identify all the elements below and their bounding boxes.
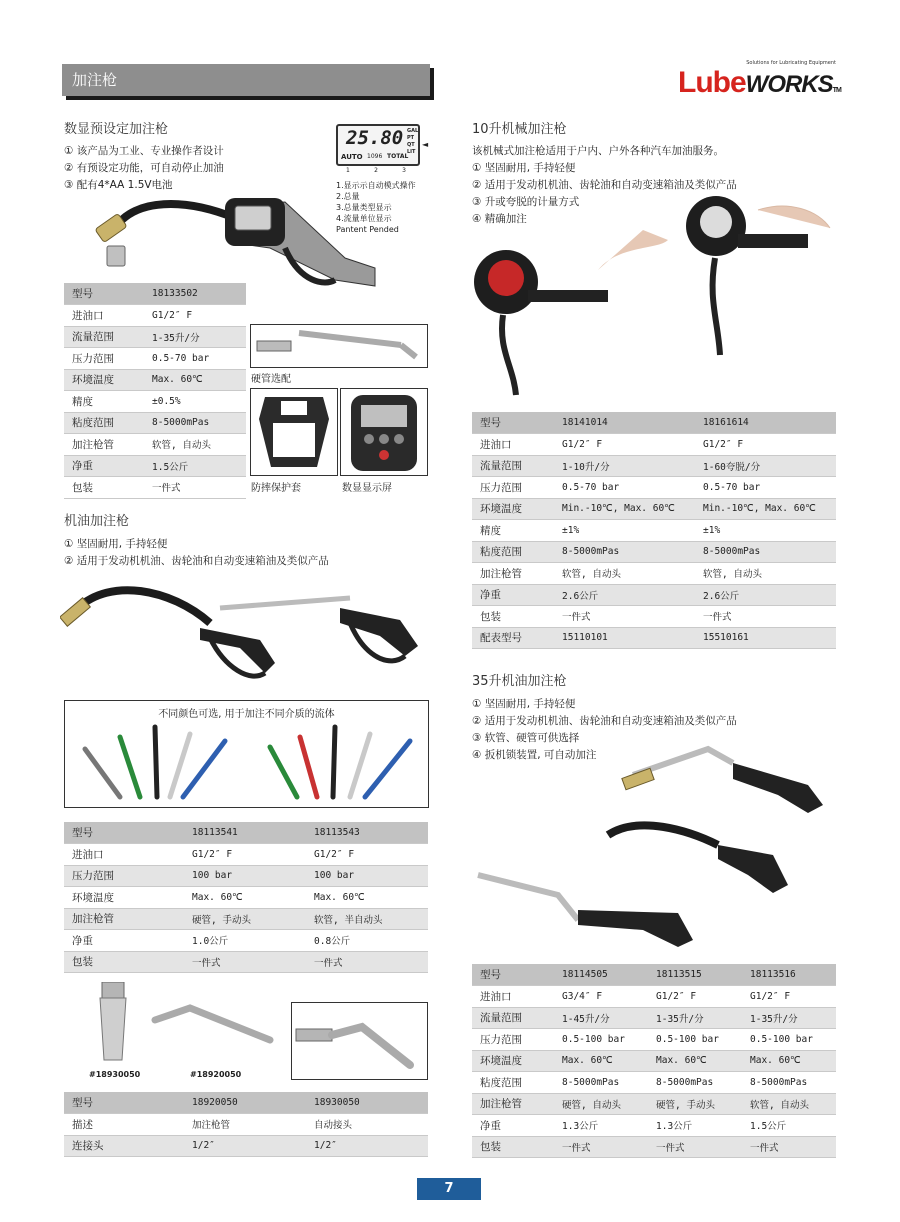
arrow-left-icon: ◄: [422, 140, 429, 149]
row-label: 型号: [472, 412, 554, 434]
table-row: [64, 412, 246, 434]
table-header-row: [472, 412, 836, 434]
row-label: 加注枪管: [64, 908, 184, 930]
cell-value: 1-35升/分: [648, 1007, 742, 1029]
cell-value: 18141014: [554, 412, 695, 434]
connector-code: #18930050: [89, 1070, 141, 1079]
row-label: 包装: [472, 1136, 554, 1158]
cell-value: 硬管, 自动头: [554, 1093, 648, 1115]
table-row: [64, 348, 246, 370]
table-row: [472, 627, 836, 649]
logo-tagline: Solutions for Lubricating Equipment: [746, 60, 836, 66]
cell-value: G1/2″ F: [742, 986, 836, 1008]
table-header-row: [64, 1092, 428, 1114]
cell-value: 8-5000mPas: [554, 1072, 648, 1094]
table-row: [472, 1029, 836, 1051]
row-label: 压力范围: [472, 477, 554, 499]
table-row: [472, 1136, 836, 1158]
tube-code: #18920050: [190, 1070, 242, 1079]
lcd-total-value: 1096: [367, 153, 383, 160]
table-row: [64, 1114, 428, 1136]
cell-value: 硬管, 手动头: [648, 1093, 742, 1115]
table-row: [472, 584, 836, 606]
cell-value: 2.6公斤: [554, 584, 695, 606]
row-label: 加注枪管: [472, 1093, 554, 1115]
digital-display-image: [341, 389, 427, 475]
cell-value: Min.-10℃, Max. 60℃: [695, 498, 836, 520]
row-label: 包装: [64, 951, 184, 973]
cell-value: 自动接头: [306, 1114, 428, 1136]
mech10-spec-table: [472, 412, 836, 649]
cell-value: G1/2″ F: [695, 434, 836, 456]
mech10-title: 10升机械加注枪: [472, 122, 567, 137]
lcd-total-label: TOTAL: [387, 153, 409, 160]
cell-value: 一件式: [184, 951, 306, 973]
cell-value: G3/4″ F: [554, 986, 648, 1008]
tube-fitting-box: [291, 1002, 428, 1080]
cell-value: 软管, 自动头: [695, 563, 836, 585]
row-label: 型号: [64, 283, 144, 305]
cell-value: G1/2″ F: [306, 844, 428, 866]
row-label: 环境温度: [472, 1050, 554, 1072]
table-row: [64, 326, 246, 348]
cell-value: 8-5000mPas: [144, 412, 246, 434]
table-row: [472, 498, 836, 520]
table-row: [472, 477, 836, 499]
cell-value: 18133502: [144, 283, 246, 305]
table-row: [472, 563, 836, 585]
lcd-mode: AUTO: [341, 153, 363, 161]
cell-value: G1/2″ F: [648, 986, 742, 1008]
cell-value: 100 bar: [306, 865, 428, 887]
cell-value: 加注枪管: [184, 1114, 306, 1136]
color-options-caption: 不同颜色可选, 用于加注不同介质的流体: [158, 709, 335, 720]
cell-value: 18113543: [306, 822, 428, 844]
table-row: [64, 434, 246, 456]
table-row: [64, 455, 246, 477]
display-box: [340, 388, 428, 476]
row-label: 进油口: [64, 305, 144, 327]
row-label: 进油口: [472, 434, 554, 456]
table-row: [64, 477, 246, 499]
row-label: 型号: [64, 1092, 184, 1114]
table-row: [64, 908, 428, 930]
display-notes: 1.显示示自动模式操作 2.总量 3.总量类型显示 4.流量单位显示 Pantent Pended: [336, 181, 416, 234]
cell-value: 0.5-70 bar: [554, 477, 695, 499]
oil-title: 机油加注枪: [64, 514, 130, 529]
tube-fitting-image: [292, 1003, 427, 1079]
digital-spec-table: [64, 283, 246, 499]
row-label: 精度: [64, 391, 144, 413]
table-row: [472, 1093, 836, 1115]
lcd-units: GAL PT QT LIT: [407, 128, 419, 155]
cell-value: ±0.5%: [144, 391, 246, 413]
feature-line: ① 坚固耐用, 手持轻便: [64, 538, 168, 550]
cell-value: 1-60夸脱/分: [695, 455, 836, 477]
row-label: 粘度范围: [64, 412, 144, 434]
table-row: [472, 541, 836, 563]
cell-value: 8-5000mPas: [554, 541, 695, 563]
rigid-tube-image: [251, 325, 427, 367]
row-label: 进油口: [472, 986, 554, 1008]
row-label: 配表型号: [472, 627, 554, 649]
cell-value: 一件式: [306, 951, 428, 973]
rigid-tube-caption: 硬管选配: [251, 374, 291, 385]
cell-value: 1.0公斤: [184, 930, 306, 952]
table-row: [472, 986, 836, 1008]
auto-connector-image: [88, 982, 138, 1068]
digital-features: [64, 143, 224, 194]
cell-value: G1/2″ F: [144, 305, 246, 327]
oil-gun-image: [60, 578, 430, 693]
cell-value: 0.8公斤: [306, 930, 428, 952]
lcd-callouts: 1 2 3: [346, 167, 406, 174]
cell-value: Max. 60℃: [184, 887, 306, 909]
page-number: 7: [417, 1178, 481, 1200]
table-header-row: [64, 822, 428, 844]
row-label: 净重: [64, 455, 144, 477]
row-label: 粘度范围: [472, 1072, 554, 1094]
row-label: 压力范围: [472, 1029, 554, 1051]
row-label: 净重: [472, 584, 554, 606]
oil35-title: 35升机油加注枪: [472, 674, 567, 689]
digital-nozzle-image: [95, 188, 385, 288]
cell-value: 2.6公斤: [695, 584, 836, 606]
cell-value: 1-35升/分: [144, 326, 246, 348]
oil35-gun-image: [468, 735, 838, 960]
row-label: 流量范围: [472, 455, 554, 477]
feature-line: ③ 配有4*AA 1.5V电池: [64, 179, 173, 191]
cell-value: 18113515: [648, 964, 742, 986]
feature-line: ② 适用于发动机机油、齿轮油和自动变速箱油及类似产品: [472, 715, 737, 727]
cell-value: 一件式: [554, 1136, 648, 1158]
cell-value: 15510161: [695, 627, 836, 649]
cell-value: ±1%: [695, 520, 836, 542]
row-label: 型号: [64, 822, 184, 844]
table-header-row: [472, 964, 836, 986]
cell-value: G1/2″ F: [184, 844, 306, 866]
cell-value: 1.3公斤: [648, 1115, 742, 1137]
row-label: 环境温度: [64, 887, 184, 909]
cell-value: 软管, 自动头: [742, 1093, 836, 1115]
lcd-display: [336, 124, 432, 172]
cell-value: 1/2″: [306, 1135, 428, 1157]
table-row: [64, 305, 246, 327]
cell-value: 一件式: [742, 1136, 836, 1158]
cell-value: Max. 60℃: [306, 887, 428, 909]
row-label: 压力范围: [64, 865, 184, 887]
table-row: [64, 865, 428, 887]
row-label: 流量范围: [472, 1007, 554, 1029]
cell-value: 8-5000mPas: [648, 1072, 742, 1094]
cell-value: 15110101: [554, 627, 695, 649]
row-label: 环境温度: [64, 369, 144, 391]
cell-value: Max. 60℃: [742, 1050, 836, 1072]
cell-value: 18930050: [306, 1092, 428, 1114]
feature-line: ② 适用于发动机机油、齿轮油和自动变速箱油及类似产品: [64, 555, 329, 567]
table-row: [64, 951, 428, 973]
row-label: 描述: [64, 1114, 184, 1136]
cell-value: 18113516: [742, 964, 836, 986]
cell-value: Max. 60℃: [554, 1050, 648, 1072]
mech-meter-gun-image: [468, 190, 838, 405]
feature-line: ② 适用于发动机机油、齿轮油和自动变速箱油及类似产品: [472, 179, 737, 191]
table-row: [472, 1115, 836, 1137]
row-label: 型号: [472, 964, 554, 986]
brand-logo: [678, 60, 841, 99]
feature-line: ① 该产品为工业、专业操作者设计: [64, 145, 224, 157]
cell-value: 0.5-70 bar: [144, 348, 246, 370]
table-row: [472, 1072, 836, 1094]
protective-guard-image: [251, 389, 337, 475]
nozzle-tube-image: [150, 1000, 280, 1060]
cell-value: 软管, 自动头: [144, 434, 246, 456]
row-label: 连接头: [64, 1135, 184, 1157]
feature-line: ② 有预设定功能，可自动停止加油: [64, 162, 224, 174]
row-label: 加注枪管: [472, 563, 554, 585]
row-label: 净重: [64, 930, 184, 952]
color-options-box: [64, 700, 429, 808]
color-nozzles-image: [65, 719, 428, 807]
cell-value: 18114505: [554, 964, 648, 986]
cell-value: 18161614: [695, 412, 836, 434]
row-label: 净重: [472, 1115, 554, 1137]
cell-value: 0.5-100 bar: [648, 1029, 742, 1051]
logo-wordmark: LubeWORKSTM: [678, 66, 841, 99]
cell-value: 0.5-100 bar: [554, 1029, 648, 1051]
digital-title: 数显预设定加注枪: [64, 122, 169, 137]
cell-value: G1/2″ F: [554, 434, 695, 456]
row-label: 压力范围: [64, 348, 144, 370]
cell-value: 一件式: [648, 1136, 742, 1158]
row-label: 流量范围: [64, 326, 144, 348]
table-row: [64, 369, 246, 391]
table-row: [472, 455, 836, 477]
table-row: [472, 1007, 836, 1029]
cell-value: 1.3公斤: [554, 1115, 648, 1137]
cell-value: 一件式: [144, 477, 246, 499]
display-caption: 数显显示屏: [342, 483, 392, 494]
table-row: [472, 520, 836, 542]
table-row: [64, 844, 428, 866]
row-label: 进油口: [64, 844, 184, 866]
feature-line: ① 坚固耐用, 手持轻便: [472, 698, 576, 710]
row-label: 包装: [64, 477, 144, 499]
table-row: [64, 391, 246, 413]
cell-value: 18920050: [184, 1092, 306, 1114]
row-label: 环境温度: [472, 498, 554, 520]
row-label: 加注枪管: [64, 434, 144, 456]
feature-line: 该机械式加注枪适用于户内、户外各种汽车加油服务。: [472, 145, 724, 157]
table-row: [472, 606, 836, 628]
row-label: 精度: [472, 520, 554, 542]
section-header: 加注枪: [62, 64, 430, 96]
cell-value: Min.-10℃, Max. 60℃: [554, 498, 695, 520]
lcd-value: 25.80: [346, 127, 404, 149]
cell-value: 0.5-100 bar: [742, 1029, 836, 1051]
guard-caption: 防摔保护套: [251, 483, 301, 494]
rigid-tube-box: [250, 324, 428, 368]
feature-line: ① 坚固耐用, 手持轻便: [472, 162, 576, 174]
oil-spec-table: [64, 822, 428, 973]
feature-line: ③ 软管、硬管可供选择: [472, 732, 580, 744]
cell-value: Max. 60℃: [144, 369, 246, 391]
row-label: 粘度范围: [472, 541, 554, 563]
oil35-spec-table: [472, 964, 836, 1158]
table-row: [64, 930, 428, 952]
oil-features: [64, 536, 329, 570]
guard-box: [250, 388, 338, 476]
cell-value: 软管, 自动头: [554, 563, 695, 585]
cell-value: 1-35升/分: [742, 1007, 836, 1029]
cell-value: 1-10升/分: [554, 455, 695, 477]
cell-value: 8-5000mPas: [742, 1072, 836, 1094]
cell-value: 一件式: [554, 606, 695, 628]
table-row: [64, 887, 428, 909]
cell-value: 1/2″: [184, 1135, 306, 1157]
cell-value: 一件式: [695, 606, 836, 628]
cell-value: 18113541: [184, 822, 306, 844]
table-header-row: [64, 283, 246, 305]
cell-value: Max. 60℃: [648, 1050, 742, 1072]
cell-value: 1.5公斤: [742, 1115, 836, 1137]
row-label: 包装: [472, 606, 554, 628]
cell-value: 0.5-70 bar: [695, 477, 836, 499]
table-row: [472, 434, 836, 456]
feature-line: ③ 升或夸脱的计量方式: [472, 196, 580, 208]
cell-value: 1.5公斤: [144, 455, 246, 477]
cell-value: 1-45升/分: [554, 1007, 648, 1029]
cell-value: 软管, 半自动头: [306, 908, 428, 930]
cell-value: ±1%: [554, 520, 695, 542]
table-row: [64, 1135, 428, 1157]
cell-value: 100 bar: [184, 865, 306, 887]
feature-line: ④ 扳机锁装置, 可自动加注: [472, 749, 597, 761]
feature-line: ④ 精确加注: [472, 213, 527, 225]
accessory-spec-table: [64, 1092, 428, 1157]
cell-value: 硬管, 手动头: [184, 908, 306, 930]
cell-value: 8-5000mPas: [695, 541, 836, 563]
table-row: [472, 1050, 836, 1072]
